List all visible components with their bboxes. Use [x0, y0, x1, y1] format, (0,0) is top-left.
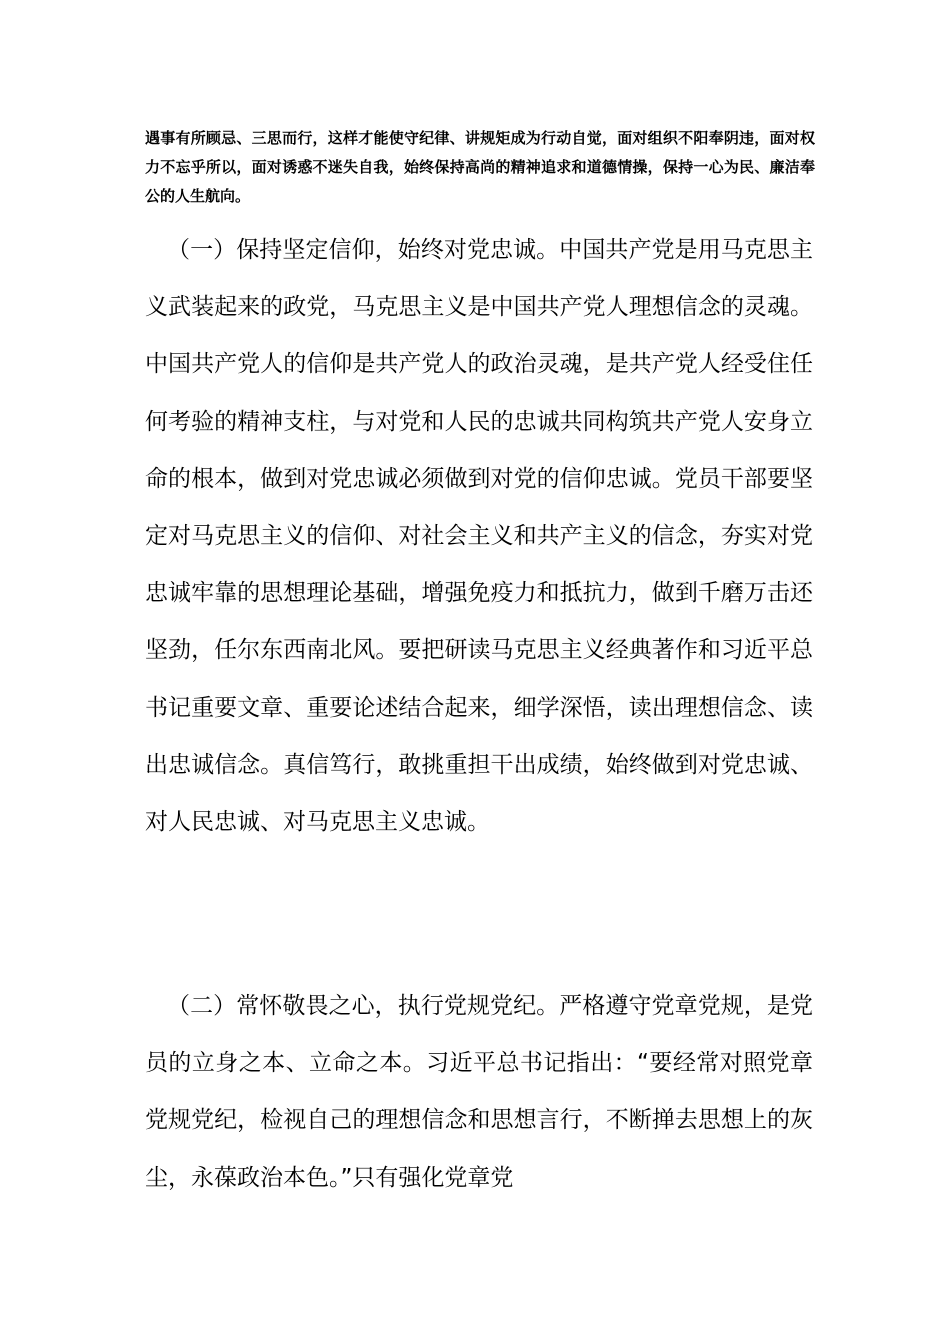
- intro-paragraph: 遇事有所顾忌、三思而行，这样才能使守纪律、讲规矩成为行动自觉，面对组织不阳奉阴违，面对权力不忘乎所以，面对诱惑不迷失自我，始终保持高尚的精神追求和道德情操，保持一心为民、廉洁奉公的人生航向。: [145, 129, 815, 205]
- paragraph-two: （二）常怀敬畏之心，执行党规党纪。严格遵守党章党规，是党员的立身之本、立命之本。习近平总书记指出：“要经常对照党章党规党纪，检视自己的理想信念和思想言行，不断掸去思想上的灰尘，永葆政治本色。”只有强化党章党: [145, 993, 813, 1191]
- paragraph-one: （一）保持坚定信仰，始终对党忠诚。中国共产党是用马克思主义武装起来的政党，马克思主义是中国共产党人理想信念的灵魂。中国共产党人的信仰是共产党人的政治灵魂，是共产党人经受住任何考验的精神支柱，与对党和人民的忠诚共同构筑共产党人安身立命的根本，做到对党忠诚必须做到对党的信仰忠诚。党员干部要坚定对马克思主义的信仰、对社会主义和共产主义的信念，夯实对党忠诚牢靠的思想理论基础，增强免疫力和抵抗力，做到千磨万击还坚劲，任尔东西南北风。要把研读马克思主义经典著作和习近平总书记重要文章、重要论述结合起来，细学深悟，读出理想信念、读出忠诚信念。真信笃行，敢挑重担干出成绩，始终做到对党忠诚、对人民忠诚、对马克思主义忠诚。: [145, 237, 813, 836]
